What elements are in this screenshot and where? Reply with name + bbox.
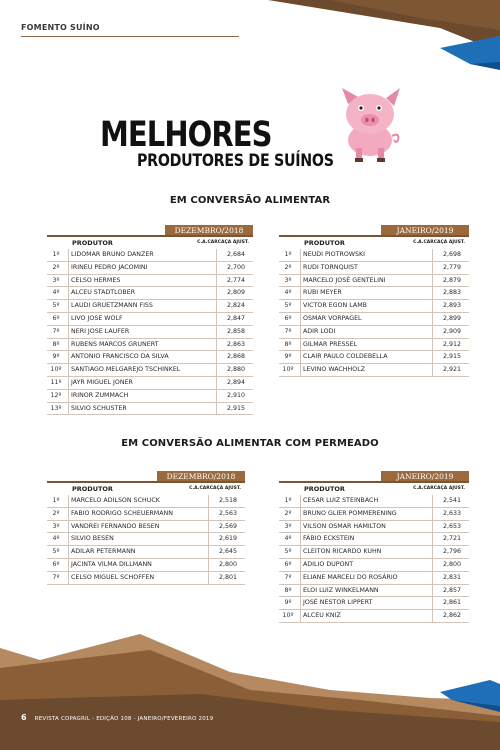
cell-divider [432, 495, 433, 507]
producer-name-cell: MARCELO JOSÉ GENTELINI [303, 276, 386, 284]
producer-name-cell: ELIANE MARCELI DO ROSÁRIO [303, 573, 398, 581]
producer-name-cell: RUBENS MARCOS GRUNERT [71, 340, 159, 348]
title-line-2: PRODUTORES DE SUÍNOS [137, 151, 334, 171]
cell-divider [432, 313, 433, 325]
rank-cell: 4º [284, 289, 292, 297]
table-row [279, 585, 469, 598]
table-row [47, 287, 253, 300]
value-cell: 2,921 [442, 366, 461, 374]
producer-name-cell: RUBI MEYER [303, 289, 342, 297]
value-cell: 2,915 [442, 353, 461, 361]
value-cell: 2,899 [442, 314, 461, 322]
cell-divider [300, 508, 301, 520]
cell-divider [68, 533, 69, 545]
value-cell: 2,796 [442, 548, 461, 556]
table-row [279, 262, 469, 275]
rank-cell: 10º [282, 366, 294, 374]
producer-name-cell: LAUDI GRUETZMANN FISS [71, 302, 153, 310]
table-month-label: DEZEMBRO/2018 [165, 225, 253, 236]
table-row [47, 533, 245, 546]
cell-divider [68, 351, 69, 363]
table-row [47, 572, 245, 585]
rank-cell: 1º [52, 251, 60, 258]
table-row [279, 326, 469, 339]
table-row [279, 572, 469, 585]
cell-divider [216, 262, 217, 274]
cell-divider [300, 262, 301, 274]
table-top-rule [47, 235, 253, 237]
value-cell: 2,824 [226, 302, 245, 310]
value-cell: 2,800 [218, 560, 237, 568]
table-rows [279, 249, 469, 377]
rank-cell: 6º [284, 560, 292, 568]
table-row [279, 533, 469, 546]
table-row [279, 351, 469, 364]
table-row [47, 275, 253, 288]
cell-divider [432, 339, 433, 351]
cell-divider [68, 559, 69, 571]
rank-cell: 1º [284, 497, 292, 504]
rank-cell: 7º [52, 573, 60, 581]
value-cell: 2,857 [442, 586, 461, 594]
publication-info: REVISTA COPAGRIL - EDIÇÃO 108 - JANEIRO/FEVEREIRO 2019 [34, 716, 214, 722]
producer-name-cell: CLAIR PAULO COLDEBELLA [303, 353, 388, 361]
cell-divider [68, 546, 69, 558]
cell-divider [300, 326, 301, 338]
cell-divider [432, 300, 433, 312]
producer-name-cell: SILVIO BESEN [71, 535, 114, 543]
cell-divider [432, 610, 433, 622]
cell-divider [432, 287, 433, 299]
rank-cell: 5º [52, 302, 60, 310]
cell-divider [300, 521, 301, 533]
rank-cell: 7º [284, 573, 292, 581]
cell-divider [208, 508, 209, 520]
rank-cell: 9º [52, 353, 60, 361]
rank-cell: 2º [52, 263, 60, 271]
producer-name-cell: ADILIO DUPONT [303, 560, 354, 568]
cell-divider [68, 495, 69, 507]
cell-divider [432, 508, 433, 520]
cell-divider [300, 610, 301, 622]
producer-name-cell: CELSO HERMES [71, 276, 121, 284]
value-cell: 2,863 [226, 340, 245, 348]
table-row [47, 495, 245, 508]
value-cell: 2,915 [226, 404, 245, 412]
producer-name-cell: GILMAR PRESSEL [303, 340, 357, 348]
cell-divider [68, 572, 69, 584]
table-row [279, 339, 469, 352]
cell-divider [208, 533, 209, 545]
cell-divider [68, 275, 69, 287]
rank-cell: 6º [52, 314, 60, 322]
rank-cell: 5º [284, 302, 292, 310]
rank-cell: 3º [52, 522, 60, 530]
cell-divider [432, 364, 433, 376]
cell-divider [68, 521, 69, 533]
producer-name-cell: CESAR LUIZ STEINBACH [303, 497, 379, 504]
producer-name-cell: NEUDI PIOTROWSKI [303, 251, 366, 258]
table-row [47, 300, 253, 313]
cell-divider [68, 508, 69, 520]
cell-divider [432, 585, 433, 597]
value-cell: 2,541 [442, 497, 461, 504]
table-header [47, 238, 253, 248]
cell-divider [300, 249, 301, 261]
producer-name-cell: LIVO JOSE WOLF [71, 314, 123, 322]
cell-divider [68, 326, 69, 338]
cell-divider [300, 300, 301, 312]
table-row [47, 508, 245, 521]
cell-divider [216, 275, 217, 287]
section-label: FOMENTO SUÍNO [21, 23, 100, 32]
cell-divider [68, 249, 69, 261]
cell-divider [300, 572, 301, 584]
table-row [279, 610, 469, 623]
producer-name-cell: ALCEU STADTLOBER [71, 289, 136, 297]
table-row [279, 287, 469, 300]
cell-divider [216, 351, 217, 363]
cell-divider [216, 313, 217, 325]
page-footer [21, 713, 213, 722]
table-row [47, 326, 253, 339]
table-header [279, 484, 469, 494]
cell-divider [208, 521, 209, 533]
value-cell: 2,847 [226, 314, 245, 322]
page-number: 6 [21, 713, 27, 722]
producer-name-cell: BRUNO GLIER POMMERENING [303, 509, 397, 517]
value-cell: 2,645 [218, 548, 237, 556]
producer-name-cell: JACINTA VILMA DILLMANN [71, 560, 152, 568]
table-top-rule [279, 481, 469, 483]
producer-name-cell: SILVIO SCHUSTER [71, 404, 127, 412]
table-row [279, 495, 469, 508]
rank-cell: 6º [284, 314, 292, 322]
value-cell: 2,653 [442, 522, 461, 530]
producer-name-cell: IRINOR ZUMMACH [71, 391, 129, 399]
cell-divider [208, 495, 209, 507]
rank-cell: 1º [52, 497, 60, 504]
table-row [47, 339, 253, 352]
table-row [279, 275, 469, 288]
rank-cell: 4º [52, 289, 60, 297]
cell-divider [68, 390, 69, 402]
cell-divider [300, 597, 301, 609]
table-row [47, 313, 253, 326]
rank-cell: 1º [284, 251, 292, 258]
producer-name-cell: ELOI LUIZ WINKELMANN [303, 586, 379, 594]
value-cell: 2,779 [442, 263, 461, 271]
cell-divider [432, 597, 433, 609]
producer-name-cell: VILSON OSMAR HAMILTON [303, 522, 386, 530]
cell-divider [216, 403, 217, 415]
value-cell: 2,721 [442, 535, 461, 543]
producer-name-cell: ANTONIO FRANCISCO DA SILVA [71, 353, 169, 361]
table-row [279, 364, 469, 377]
value-cell: 2,684 [226, 251, 245, 258]
value-cell: 2,861 [442, 599, 461, 607]
value-cell: 2,700 [226, 263, 245, 271]
value-cell: 2,880 [226, 366, 245, 374]
value-cell: 2,774 [226, 276, 245, 284]
rank-cell: 4º [52, 535, 60, 543]
table-row [47, 546, 245, 559]
rank-cell: 6º [52, 560, 60, 568]
rank-cell: 5º [52, 548, 60, 556]
rank-cell: 5º [284, 548, 292, 556]
cell-divider [68, 403, 69, 415]
producer-name-cell: LEVINO WACHHOLZ [303, 366, 366, 374]
table-row [47, 390, 253, 403]
rank-cell: 2º [284, 509, 292, 517]
table-row [279, 546, 469, 559]
cell-divider [300, 585, 301, 597]
table-row [47, 364, 253, 377]
producer-name-cell: ADILAR PETERMANN [71, 548, 136, 556]
rank-cell: 9º [284, 353, 292, 361]
value-cell: 2,912 [442, 340, 461, 348]
cell-divider [432, 572, 433, 584]
column-header-value: C.A.CARCAÇA AJUST. [189, 486, 241, 491]
table-month-label: JANEIRO/2019 [381, 471, 469, 482]
table-row [279, 597, 469, 610]
table-header [47, 484, 245, 494]
table-row [47, 262, 253, 275]
value-cell: 2,910 [226, 391, 245, 399]
cell-divider [300, 546, 301, 558]
value-cell: 2,862 [442, 612, 461, 620]
rank-cell: 12º [50, 391, 62, 399]
rank-cell: 11º [50, 378, 62, 386]
table-header [279, 238, 469, 248]
cell-divider [300, 495, 301, 507]
producer-name-cell: ALCEU KNIZ [303, 612, 341, 620]
cell-divider [216, 326, 217, 338]
table-row [279, 249, 469, 262]
value-cell: 2,831 [442, 573, 461, 581]
cell-divider [300, 559, 301, 571]
cell-divider [432, 326, 433, 338]
producer-name-cell: FÁBIO ECKSTEIN [303, 535, 355, 543]
cell-divider [432, 351, 433, 363]
value-cell: 2,801 [218, 573, 237, 581]
rank-cell: 4º [284, 535, 292, 543]
section-title-ca: EM CONVERSÃO ALIMENTAR [169, 195, 331, 206]
cell-divider [300, 339, 301, 351]
header-divider [21, 36, 239, 37]
table-top-rule [47, 481, 245, 483]
producer-name-cell: ADIR LODI [303, 327, 336, 335]
producer-name-cell: MARCELO ADILSON SCHUCK [71, 497, 160, 504]
cell-divider [216, 249, 217, 261]
table-rows [279, 495, 469, 623]
table-row [279, 313, 469, 326]
cell-divider [432, 546, 433, 558]
cell-divider [300, 287, 301, 299]
value-cell: 2,909 [442, 327, 461, 335]
value-cell: 2,800 [442, 560, 461, 568]
cell-divider [68, 313, 69, 325]
cell-divider [216, 377, 217, 389]
column-header-value: C.A.CARCAÇA AJUST. [197, 240, 249, 245]
value-cell: 2,619 [218, 535, 237, 543]
rank-cell: 10º [50, 366, 62, 374]
producer-name-cell: JOSÉ NESTOR LIPPERT [303, 599, 373, 607]
table-rows [47, 495, 245, 585]
cell-divider [208, 546, 209, 558]
page-title [100, 115, 349, 171]
value-cell: 2,563 [218, 509, 237, 517]
column-header-value: C.A.CARCAÇA AJUST. [413, 486, 465, 491]
producer-name-cell: SANTIAGO MELGAREJO TSCHINKEL [71, 366, 181, 374]
producer-name-cell: LIDOMAR BRUNO DANZER [71, 251, 154, 258]
rank-cell: 10º [282, 612, 294, 620]
value-cell: 2,879 [442, 276, 461, 284]
cell-divider [300, 364, 301, 376]
rank-cell: 9º [284, 599, 292, 607]
cell-divider [432, 249, 433, 261]
rank-cell: 8º [52, 340, 60, 348]
rank-cell: 3º [52, 276, 60, 284]
cell-divider [432, 262, 433, 274]
column-header-producer: PRODUTOR [72, 239, 113, 247]
cell-divider [300, 313, 301, 325]
producer-name-cell: IRINEU PEDRO JACOMINI [71, 263, 148, 271]
table-row [279, 559, 469, 572]
rank-cell: 8º [284, 586, 292, 594]
table-row [47, 377, 253, 390]
cell-divider [68, 377, 69, 389]
cell-divider [432, 521, 433, 533]
value-cell: 2,858 [226, 327, 245, 335]
rank-cell: 2º [52, 509, 60, 517]
rank-cell: 2º [284, 263, 292, 271]
cell-divider [216, 364, 217, 376]
producer-name-cell: CLEITON RICARDO KUHN [303, 548, 382, 556]
value-cell: 2,868 [226, 353, 245, 361]
cell-divider [68, 339, 69, 351]
section-title-ca-permeado: EM CONVERSÃO ALIMENTAR COM PERMEADO [121, 438, 379, 449]
column-header-producer: PRODUTOR [304, 485, 345, 493]
value-cell: 2,893 [442, 302, 461, 310]
pig-illustration-icon [334, 86, 406, 164]
table-row [279, 508, 469, 521]
table-top-rule [279, 235, 469, 237]
value-cell: 2,894 [226, 378, 245, 386]
rank-cell: 3º [284, 276, 292, 284]
value-cell: 2,518 [218, 497, 237, 504]
value-cell: 2,809 [226, 289, 245, 297]
title-line-1: MELHORES [100, 115, 272, 155]
table-row [47, 403, 253, 416]
producer-name-cell: JAYR MIGUEL JONER [71, 378, 133, 386]
cell-divider [300, 533, 301, 545]
cell-divider [68, 364, 69, 376]
cell-divider [68, 300, 69, 312]
rank-cell: 13º [50, 404, 62, 412]
table-row [279, 521, 469, 534]
producer-name-cell: NERI JOSE LAUFER [71, 327, 130, 335]
producer-name-cell: CELSO MIGUEL SCHOFFEN [71, 573, 155, 581]
producer-name-cell: OSMAR VORPAGEL [303, 314, 362, 322]
table-row [279, 300, 469, 313]
producer-name-cell: FABIO RODRIGO SCHEUERMANN [71, 509, 173, 517]
cell-divider [216, 390, 217, 402]
value-cell: 2,698 [442, 251, 461, 258]
column-header-producer: PRODUTOR [72, 485, 113, 493]
table-month-label: JANEIRO/2019 [381, 225, 469, 236]
cell-divider [68, 287, 69, 299]
cell-divider [68, 262, 69, 274]
table-row [47, 351, 253, 364]
table-month-label: DEZEMBRO/2018 [157, 471, 245, 482]
table-rows [47, 249, 253, 415]
producer-name-cell: RUDI TORNQUIST [303, 263, 358, 271]
cell-divider [432, 559, 433, 571]
cell-divider [216, 300, 217, 312]
rank-cell: 7º [284, 327, 292, 335]
column-header-producer: PRODUTOR [304, 239, 345, 247]
rank-cell: 3º [284, 522, 292, 530]
cell-divider [216, 339, 217, 351]
value-cell: 2,633 [442, 509, 461, 517]
value-cell: 2,569 [218, 522, 237, 530]
cell-divider [208, 572, 209, 584]
rank-cell: 7º [52, 327, 60, 335]
value-cell: 2,883 [442, 289, 461, 297]
table-row [47, 559, 245, 572]
rank-cell: 8º [284, 340, 292, 348]
cell-divider [216, 287, 217, 299]
cell-divider [208, 559, 209, 571]
table-row [47, 249, 253, 262]
producer-name-cell: VICTOR EGON LAMB [303, 302, 367, 310]
producer-name-cell: VANDREI FERNANDO BESEN [71, 522, 160, 530]
cell-divider [300, 275, 301, 287]
cell-divider [432, 275, 433, 287]
column-header-value: C.A.CARCAÇA AJUST. [413, 240, 465, 245]
table-row [47, 521, 245, 534]
cell-divider [300, 351, 301, 363]
cell-divider [432, 533, 433, 545]
